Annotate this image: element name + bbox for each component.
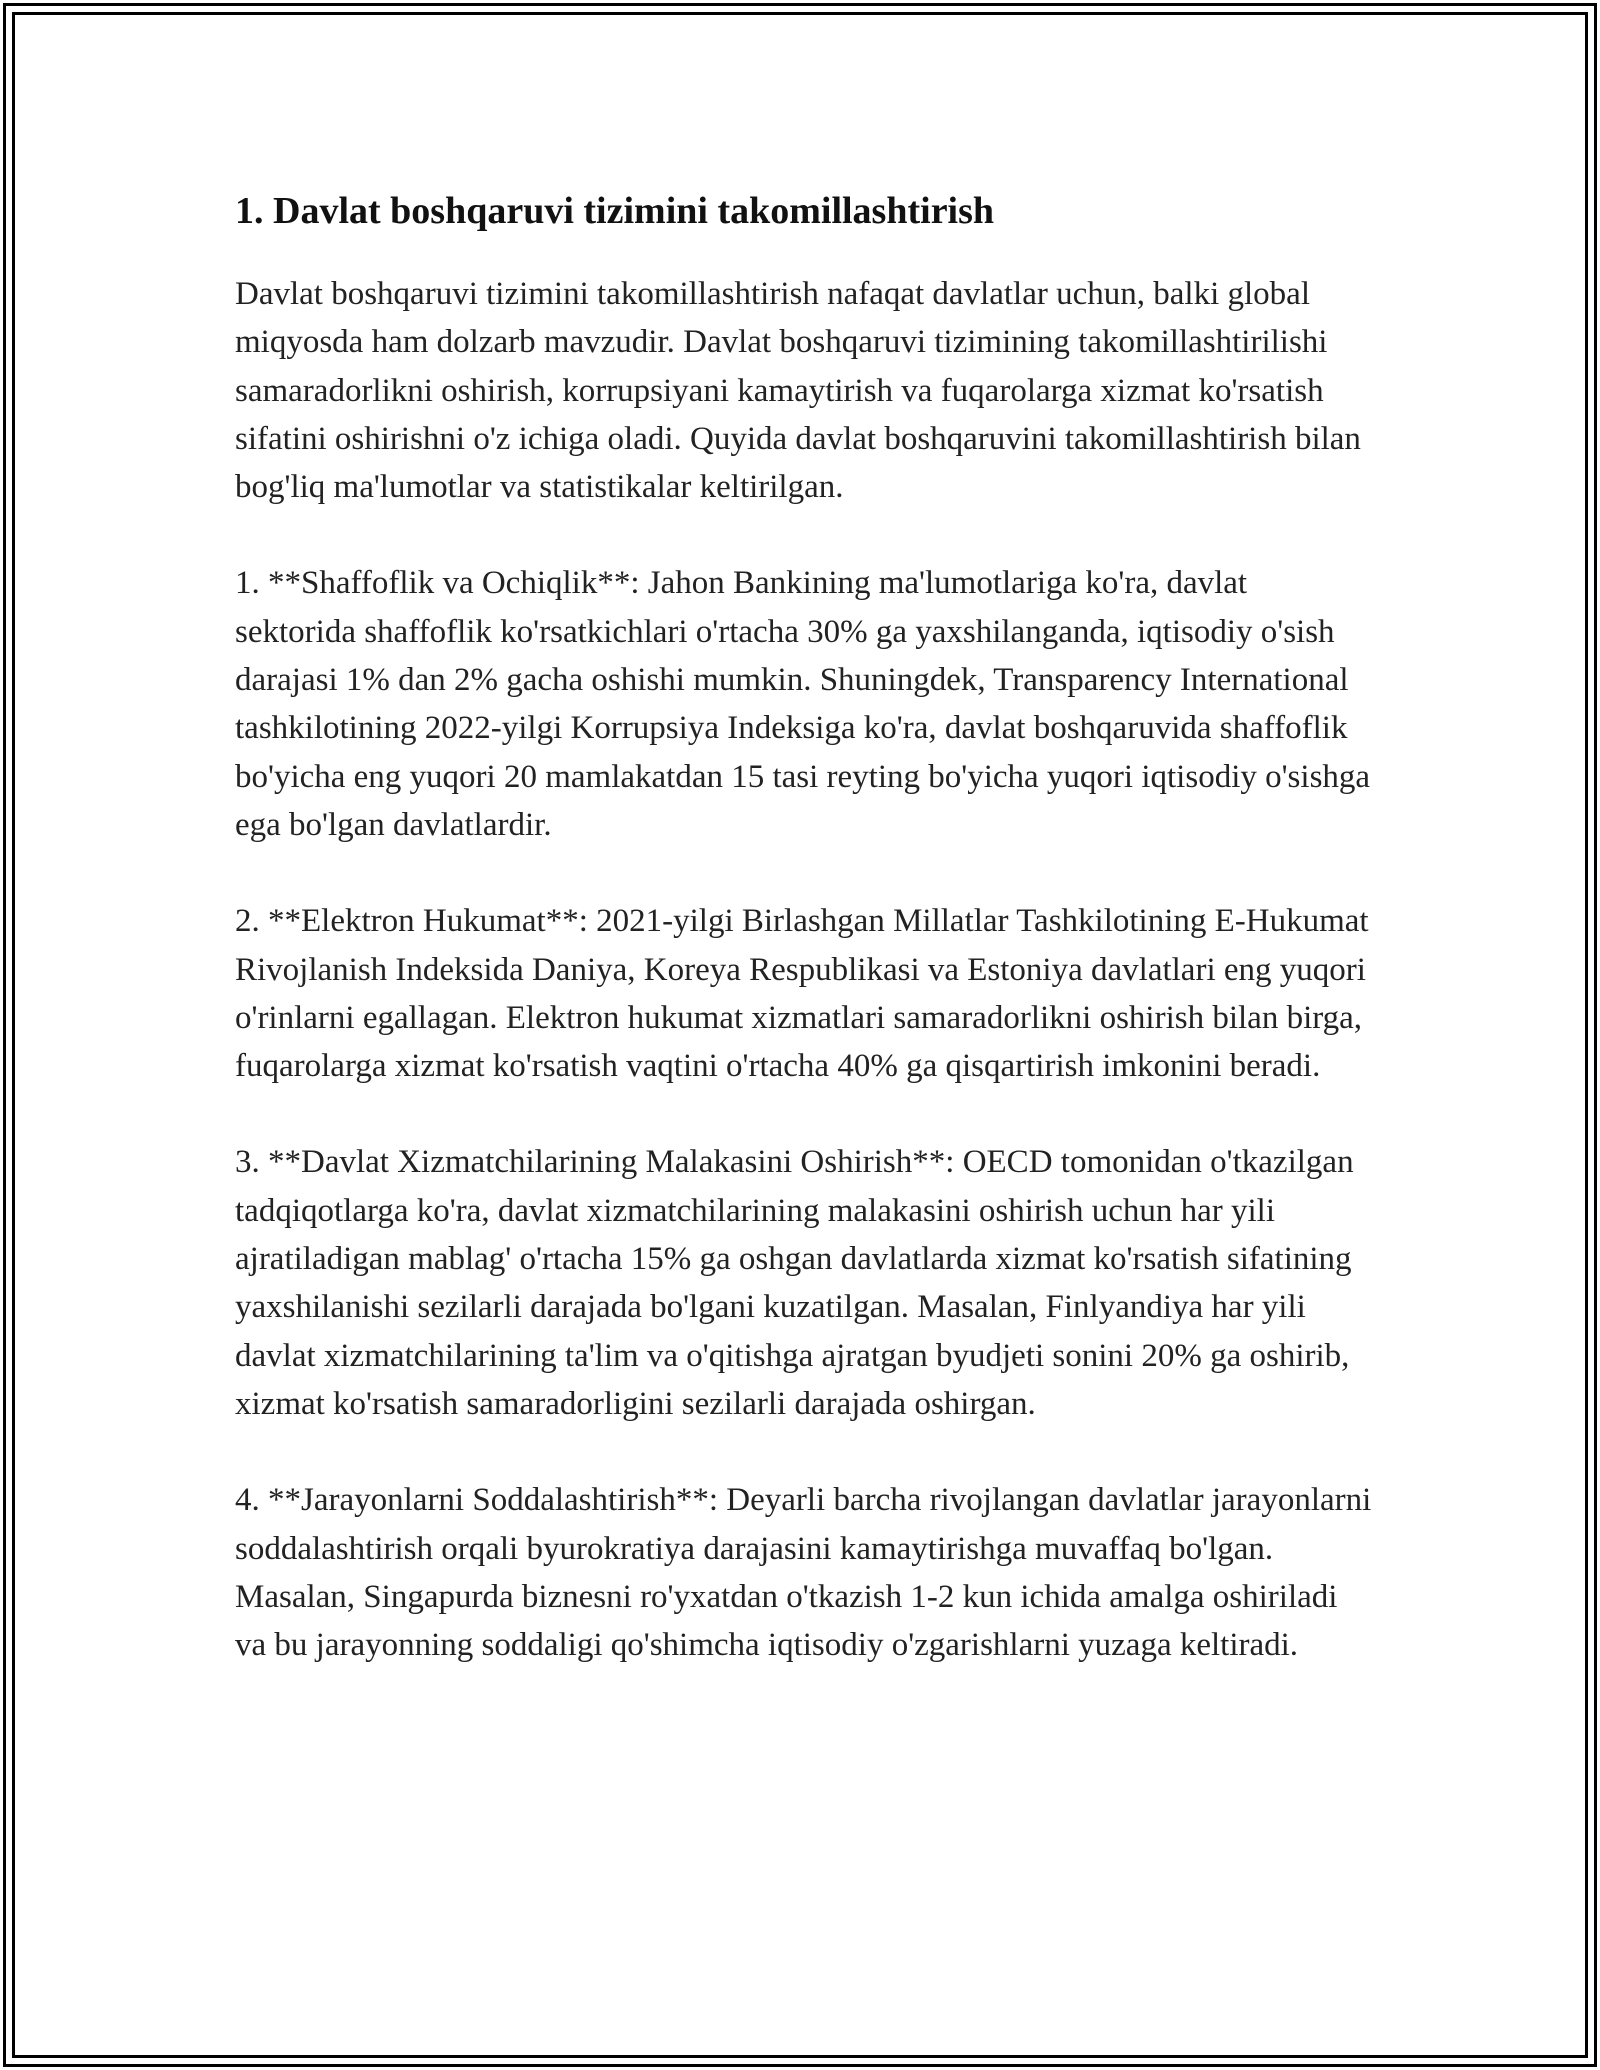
transparency-paragraph: 1. **Shaffoflik va Ochiqlik**: Jahon Bankining ma'lumotlariga ko'ra, davlat sektorida shaffoflik ko'rsatkichlari o'rtacha 30% ga yaxshilanganda, iqtisodiy o'sish darajasi 1% dan 2% gacha oshishi mumkin. Shuningdek, Transparency International tashkilotining 2022-yilgi Korrupsiya Indeksiga ko'ra, davlat boshqaruvida shaffoflik bo'yicha eng yuqori 20 mamlakatdan 15 tasi reyting bo'yicha yuqori iqtisodiy o'sishga ega bo'lgan davlatlardir. xyxy=(235,565,1371,843)
simplification-paragraph: 4. **Jarayonlarni Soddalashtirish**: Deyarli barcha rivojlangan davlatlar jarayonlarni soddalashtirish orqali byurokratiya darajasini kamaytirishga muvaffaq bo'lgan. Masalan, Singapurda biznesni ro'yxatdan o'tkazish 1-2 kun ichida amalga oshiriladi va bu jarayonning soddaligi qo'shimcha iqtisodiy o'zgarishlarni yuzaga keltiradi. xyxy=(235,1482,1372,1664)
document-title: 1. Davlat boshqaruvi tizimini takomillashtirish xyxy=(235,190,995,232)
civil-servants-paragraph: 3. **Davlat Xizmatchilarining Malakasini Oshirish**: OECD tomonidan o'tkazilgan tadqiqotlarga ko'ra, davlat xizmatchilarining malakasini oshirish uchun har yili ajratiladigan mablag' o'rtacha 15% ga oshgan davlatlarda xizmat ko'rsatish sifatining yaxshilanishi sezilarli darajada bo'lgani kuzatilgan. Masalan, Finlyandiya har yili davlat xizmatchilarining ta'lim va o'qitishga ajratgan byudjeti sonini 20% ga oshirib, xizmat ko'rsatish samaradorligini sezilarli darajada oshirgan. xyxy=(235,1144,1354,1422)
e-government-paragraph: 2. **Elektron Hukumat**: 2021-yilgi Birlashgan Millatlar Tashkilotining E-Hukumat Rivojlanish Indeksida Daniya, Koreya Respublikasi va Estoniya davlatlari eng yuqori o'rinlarni egallagan. Elektron hukumat xizmatlari samaradorlikni oshirish bilan birga, fuqarolarga xizmat ko'rsatish vaqtini o'rtacha 40% ga qisqartirish imkonini beradi. xyxy=(235,903,1369,1085)
document-body xyxy=(235,185,1375,1717)
intro-paragraph: Davlat boshqaruvi tizimini takomillashtirish nafaqat davlatlar uchun, balki global miqyosda ham dolzarb mavzudir. Davlat boshqaruvi tizimining takomillashtirilishi samaradorlikni oshirish, korrupsiyani kamaytirish va fuqarolarga xizmat ko'rsatish sifatini oshirishni o'z ichiga oladi. Quyida davlat boshqaruvini takomillashtirish bilan bog'liq ma'lumotlar va statistikalar keltirilgan. xyxy=(235,276,1361,506)
